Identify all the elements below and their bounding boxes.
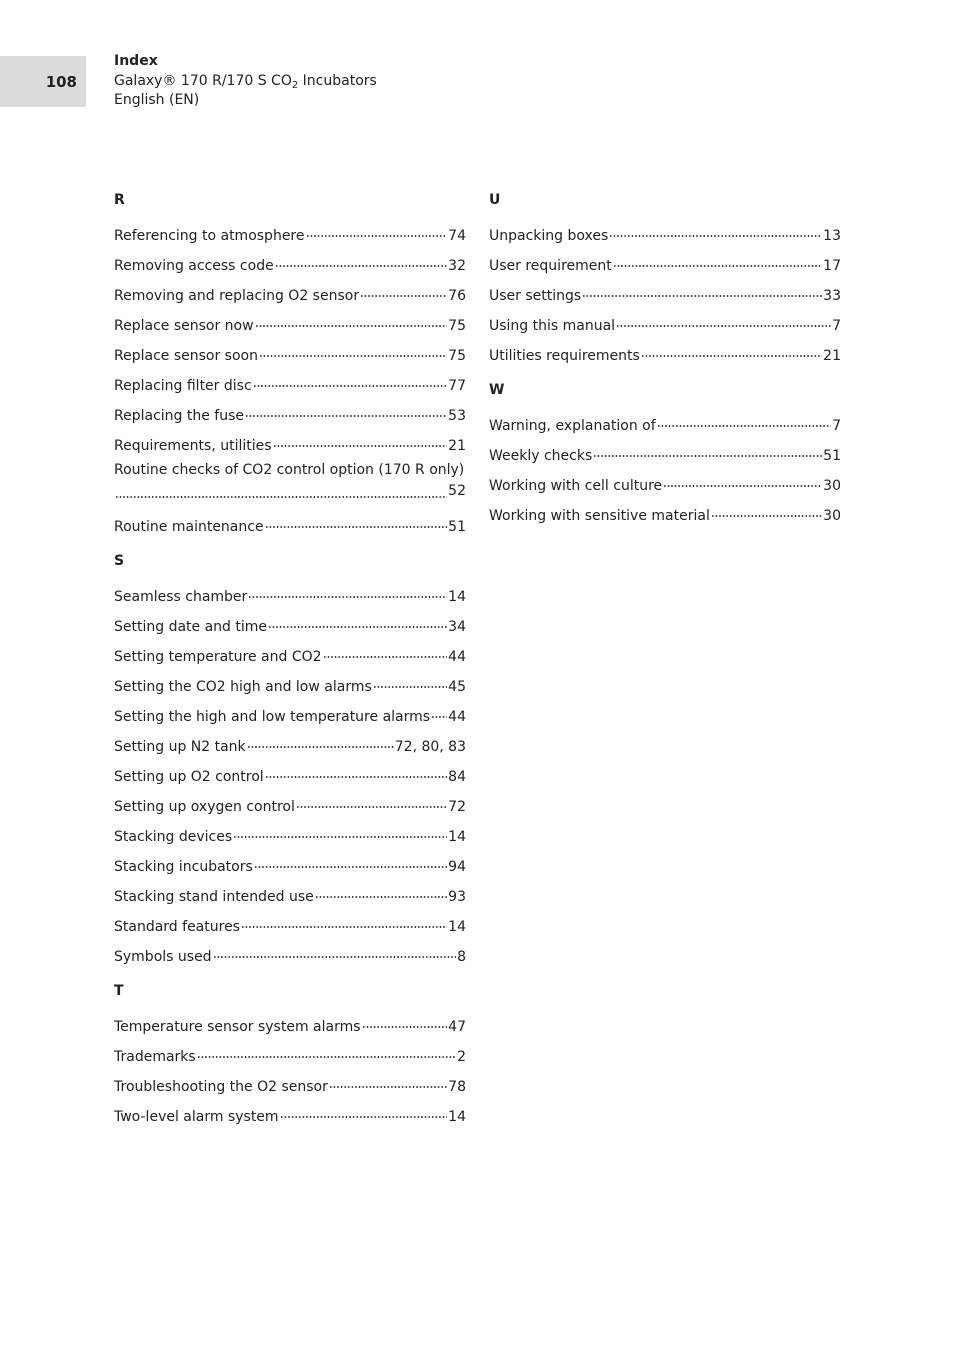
entry-text: Routine maintenance bbox=[114, 519, 264, 535]
entry-page-number: 2 bbox=[457, 1049, 466, 1065]
dot-leader bbox=[268, 611, 447, 631]
index-entry bbox=[489, 220, 841, 244]
index-entry bbox=[114, 611, 466, 635]
index-entry bbox=[489, 340, 841, 364]
entry-text: Setting up oxygen control bbox=[114, 799, 295, 815]
entry-page-number: 33 bbox=[823, 288, 841, 304]
index-entry bbox=[114, 460, 466, 501]
entry-text: Working with cell culture bbox=[489, 478, 663, 494]
index-column-left bbox=[114, 190, 466, 1141]
entry-text: Working with sensitive material bbox=[489, 508, 710, 524]
entry-page-number: 94 bbox=[448, 859, 466, 875]
entry-page-number: 75 bbox=[448, 348, 466, 364]
dot-leader bbox=[360, 280, 447, 300]
dot-leader bbox=[245, 400, 447, 420]
index-entry bbox=[114, 821, 466, 845]
index-section-u bbox=[489, 190, 841, 364]
entry-text: Temperature sensor system alarms bbox=[114, 1019, 361, 1035]
entry-page-number: 53 bbox=[448, 408, 466, 424]
dot-leader bbox=[255, 310, 448, 330]
entry-page-number: 74 bbox=[448, 228, 466, 244]
index-entry bbox=[114, 881, 466, 905]
dot-leader bbox=[259, 340, 447, 360]
index-entry bbox=[114, 430, 466, 454]
section-letter: S bbox=[114, 553, 125, 569]
entry-page-number: 14 bbox=[448, 829, 466, 845]
dot-leader bbox=[329, 1071, 447, 1091]
page-header bbox=[114, 52, 377, 111]
entry-page-number: 7 bbox=[832, 318, 841, 334]
entry-page-number: 21 bbox=[823, 348, 841, 364]
index-section-r bbox=[114, 190, 466, 535]
section-letter: W bbox=[489, 382, 505, 398]
section-letter: U bbox=[489, 192, 501, 208]
entry-page-number: 30 bbox=[823, 478, 841, 494]
entry-page-number: 30 bbox=[823, 508, 841, 524]
index-section-s bbox=[114, 551, 466, 965]
dot-leader bbox=[197, 1041, 456, 1061]
entry-page-number: 47 bbox=[448, 1019, 466, 1035]
header-subtitle bbox=[114, 72, 377, 92]
entry-text: Replacing filter disc bbox=[114, 378, 252, 394]
index-entry bbox=[114, 791, 466, 815]
dot-leader bbox=[306, 220, 448, 240]
dot-leader bbox=[315, 881, 447, 901]
entry-page-number: 72, 80, 83 bbox=[394, 739, 466, 755]
index-entry bbox=[114, 511, 466, 535]
entry-text: User settings bbox=[489, 288, 582, 304]
entry-page-number: 75 bbox=[448, 318, 466, 334]
dot-leader bbox=[593, 440, 822, 460]
entry-page-number: 7 bbox=[832, 418, 841, 434]
entry-page-number: 21 bbox=[448, 438, 466, 454]
entry-text: Routine checks of CO2 control option (170 R only) bbox=[114, 462, 465, 478]
entry-text: Setting the high and low temperature alarms bbox=[114, 709, 431, 725]
entry-page-number: 45 bbox=[448, 679, 466, 695]
dot-leader bbox=[582, 280, 822, 300]
dot-leader bbox=[253, 370, 448, 390]
index-entry bbox=[114, 671, 466, 695]
entry-text: Replace sensor soon bbox=[114, 348, 258, 364]
entry-text: Utilities requirements bbox=[489, 348, 640, 364]
entry-text: Removing access code bbox=[114, 258, 274, 274]
index-entry bbox=[114, 250, 466, 274]
index-entry bbox=[114, 1071, 466, 1095]
index-entry bbox=[114, 941, 466, 965]
dot-leader bbox=[362, 1011, 448, 1031]
dot-leader bbox=[265, 511, 448, 531]
dot-leader bbox=[711, 500, 822, 520]
index-entry bbox=[114, 731, 466, 755]
entry-page-number: 44 bbox=[448, 649, 466, 665]
index-entry bbox=[114, 280, 466, 304]
index-entry bbox=[489, 440, 841, 464]
index-entry bbox=[489, 470, 841, 494]
dot-leader bbox=[273, 430, 448, 450]
entry-text: Setting up O2 control bbox=[114, 769, 264, 785]
index-entry bbox=[114, 701, 466, 725]
dot-leader bbox=[616, 310, 831, 330]
entry-text: Standard features bbox=[114, 919, 240, 935]
index-entry bbox=[489, 310, 841, 334]
index-entry bbox=[489, 500, 841, 524]
entry-page-number: 51 bbox=[448, 519, 466, 535]
index-entry bbox=[114, 400, 466, 424]
index-entry bbox=[114, 641, 466, 665]
entry-text: Seamless chamber bbox=[114, 589, 248, 605]
entry-text: Trademarks bbox=[114, 1049, 196, 1065]
entry-page-number: 13 bbox=[823, 228, 841, 244]
entry-text: Setting date and time bbox=[114, 619, 268, 635]
index-entry bbox=[489, 410, 841, 434]
entry-text: Setting temperature and CO2 bbox=[114, 649, 322, 665]
dot-leader bbox=[373, 671, 447, 691]
page-number: 108 bbox=[45, 72, 77, 91]
dot-leader bbox=[609, 220, 822, 240]
dot-leader bbox=[265, 761, 447, 781]
index-entry bbox=[114, 581, 466, 605]
index-entry bbox=[114, 911, 466, 935]
dot-leader bbox=[247, 731, 394, 751]
entry-text: Setting the CO2 high and low alarms bbox=[114, 679, 372, 695]
entry-text: Setting up N2 tank bbox=[114, 739, 246, 755]
index-entry bbox=[114, 1011, 466, 1035]
entry-text: User requirement bbox=[489, 258, 612, 274]
index-section-t bbox=[114, 981, 466, 1125]
section-letter: T bbox=[114, 983, 124, 999]
entry-page-number: 78 bbox=[448, 1079, 466, 1095]
entry-text: Two-level alarm system bbox=[114, 1109, 279, 1125]
header-subtitle-prefix: Galaxy® 170 R/170 S CO bbox=[114, 72, 292, 89]
entry-text: Removing and replacing O2 sensor bbox=[114, 288, 360, 304]
entry-page-number: 51 bbox=[823, 448, 841, 464]
entry-page-number: 44 bbox=[448, 709, 466, 725]
entry-text: Symbols used bbox=[114, 949, 212, 965]
entry-page-number: 17 bbox=[823, 258, 841, 274]
entry-page-number: 93 bbox=[448, 889, 466, 905]
entry-text: Warning, explanation of bbox=[489, 418, 656, 434]
section-letter: R bbox=[114, 192, 125, 208]
index-entry bbox=[114, 340, 466, 364]
dot-leader bbox=[431, 701, 447, 721]
entry-page-number: 76 bbox=[448, 288, 466, 304]
header-subtitle-suffix: Incubators bbox=[298, 72, 377, 89]
index-entry bbox=[114, 1101, 466, 1125]
index-section-w bbox=[489, 380, 841, 524]
header-subtitle-subscript: 2 bbox=[291, 79, 299, 91]
dot-leader bbox=[657, 410, 831, 430]
entry-page-number: 14 bbox=[448, 1109, 466, 1125]
entry-page-number: 72 bbox=[448, 799, 466, 815]
entry-page-number: 77 bbox=[448, 378, 466, 394]
index-entry bbox=[114, 1041, 466, 1065]
index-entry bbox=[489, 250, 841, 274]
dot-leader bbox=[233, 821, 447, 841]
entry-page-number: 14 bbox=[448, 589, 466, 605]
entry-page-number: 84 bbox=[448, 769, 466, 785]
dot-leader bbox=[323, 641, 448, 661]
dot-leader bbox=[275, 250, 447, 270]
entry-text: Replacing the fuse bbox=[114, 408, 244, 424]
dot-leader bbox=[254, 851, 447, 871]
entry-text: Unpacking boxes bbox=[489, 228, 609, 244]
entry-text: Weekly checks bbox=[489, 448, 593, 464]
index-entry bbox=[114, 370, 466, 394]
dot-leader bbox=[241, 911, 447, 931]
entry-text: Using this manual bbox=[489, 318, 616, 334]
index-column-right bbox=[489, 190, 841, 540]
entry-page-number: 52 bbox=[448, 483, 466, 499]
entry-text: Stacking stand intended use bbox=[114, 889, 314, 905]
entry-text: Replace sensor now bbox=[114, 318, 254, 334]
header-language: English (EN) bbox=[114, 92, 200, 108]
entry-text: Stacking incubators bbox=[114, 859, 253, 875]
index-entry bbox=[114, 761, 466, 785]
dot-leader bbox=[663, 470, 822, 490]
page-number-tab bbox=[0, 56, 86, 107]
dot-leader bbox=[280, 1101, 448, 1121]
entry-text: Troubleshooting the O2 sensor bbox=[114, 1079, 328, 1095]
index-entry bbox=[489, 280, 841, 304]
dot-leader bbox=[248, 581, 447, 601]
entry-text: Referencing to atmosphere bbox=[114, 228, 305, 244]
entry-page-number: 32 bbox=[448, 258, 466, 274]
index-entry bbox=[114, 310, 466, 334]
dot-leader bbox=[213, 941, 457, 961]
entry-page-number: 34 bbox=[448, 619, 466, 635]
dot-leader bbox=[613, 250, 822, 270]
entry-page-number: 8 bbox=[457, 949, 466, 965]
index-entry bbox=[114, 851, 466, 875]
header-title: Index bbox=[114, 53, 158, 69]
entry-text: Stacking devices bbox=[114, 829, 233, 845]
entry-page-number: 14 bbox=[448, 919, 466, 935]
entry-text: Requirements, utilities bbox=[114, 438, 272, 454]
dot-leader bbox=[641, 340, 822, 360]
dot-leader bbox=[115, 481, 447, 501]
index-entry bbox=[114, 220, 466, 244]
dot-leader bbox=[296, 791, 447, 811]
